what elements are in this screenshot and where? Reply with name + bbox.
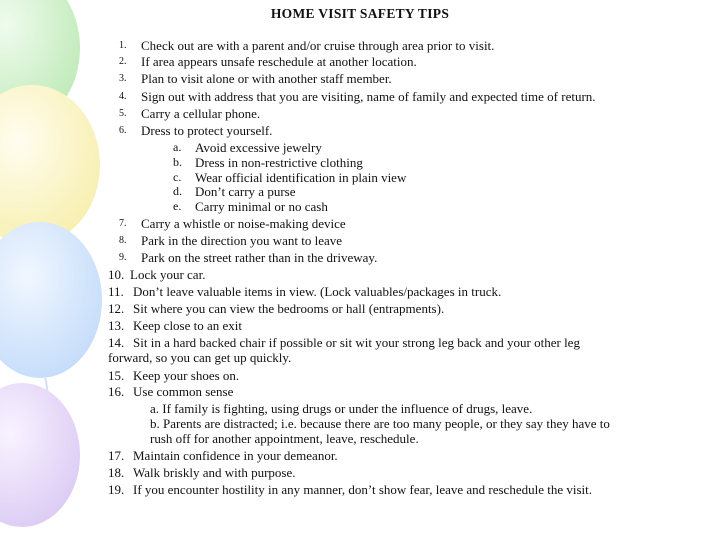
dress-subitem-a-text: Avoid excessive jewelry (195, 140, 322, 155)
item-2-number: 2. (119, 56, 127, 67)
item-10-number: 10. (108, 267, 125, 282)
item-16-number: 16. (108, 384, 125, 399)
dress-subitem-e-text: Carry minimal or no cash (195, 199, 328, 214)
item-18-number: 18. (108, 465, 125, 480)
item-14-continuation: forward, so you can get up quickly. (108, 350, 292, 365)
common-sense-subitem-a: a. If family is fighting, using drugs or under the influence of drugs, leave. (150, 401, 533, 416)
dress-subitem-b-letter: b. (173, 155, 182, 169)
dress-subitem-c-letter: c. (173, 170, 182, 184)
item-15-text: Keep your shoes on. (133, 368, 240, 383)
common-sense-subitem-b-continuation: rush off for another appointment, leave, reschedule. (150, 431, 419, 446)
item-9-text: Park on the street rather than in the driveway. (141, 250, 378, 265)
common-sense-subitem-b: b. Parents are distracted; i.e. because there are too many people, or they say they have to (150, 416, 610, 431)
item-17-text: Maintain confidence in your demeanor. (133, 448, 338, 463)
item-7-number: 7. (119, 218, 127, 229)
item-6-text: Dress to protect yourself. (141, 123, 273, 138)
item-12-number: 12. (108, 301, 125, 316)
item-11-number: 11. (108, 284, 124, 299)
item-13-number: 13. (108, 318, 125, 333)
item-8-number: 8. (119, 235, 127, 246)
item-5-number: 5. (119, 108, 127, 119)
item-18-text: Walk briskly and with purpose. (133, 465, 296, 480)
item-6-number: 6. (119, 125, 127, 136)
item-4-number: 4. (119, 91, 127, 102)
item-19-number: 19. (108, 482, 125, 497)
item-4-text: Sign out with address that you are visiting, name of family and expected time of return. (141, 89, 596, 104)
item-11-text: Don’t leave valuable items in view. (Lock valuables/packages in truck. (133, 284, 502, 299)
item-13-text: Keep close to an exit (133, 318, 243, 333)
item-8-text: Park in the direction you want to leave (141, 233, 343, 248)
item-5-text: Carry a cellular phone. (141, 106, 261, 121)
item-1-number: 1. (119, 40, 127, 51)
dress-subitem-a-letter: a. (173, 140, 182, 154)
item-12-text: Sit where you can view the bedrooms or hall (entrapments). (133, 301, 445, 316)
item-10-text: Lock your car. (130, 267, 206, 282)
item-16-text: Use common sense (133, 384, 234, 399)
item-2-text: If area appears unsafe reschedule at another location. (141, 54, 417, 69)
dress-subitem-d-text: Don’t carry a purse (195, 184, 296, 199)
item-15-number: 15. (108, 368, 125, 383)
item-1-text: Check out are with a parent and/or cruise through area prior to visit. (141, 38, 495, 53)
page-title: HOME VISIT SAFETY TIPS (270, 6, 450, 21)
dress-subitem-e-letter: e. (173, 199, 182, 213)
item-14-number: 14. (108, 335, 125, 350)
dress-subitem-b-text: Dress in non-restrictive clothing (195, 155, 363, 170)
item-3-number: 3. (119, 73, 127, 84)
dress-subitem-d-letter: d. (173, 184, 182, 198)
item-14-text: Sit in a hard backed chair if possible or sit wit your strong leg back and your other leg (133, 335, 580, 350)
item-7-text: Carry a whistle or noise-making device (141, 216, 346, 231)
item-9-number: 9. (119, 252, 127, 263)
item-19-text: If you encounter hostility in any manner, don’t show fear, leave and reschedule the visit. (133, 482, 592, 497)
item-3-text: Plan to visit alone or with another staff member. (141, 71, 392, 86)
dress-subitem-c-text: Wear official identification in plain view (195, 170, 407, 185)
item-17-number: 17. (108, 448, 125, 463)
